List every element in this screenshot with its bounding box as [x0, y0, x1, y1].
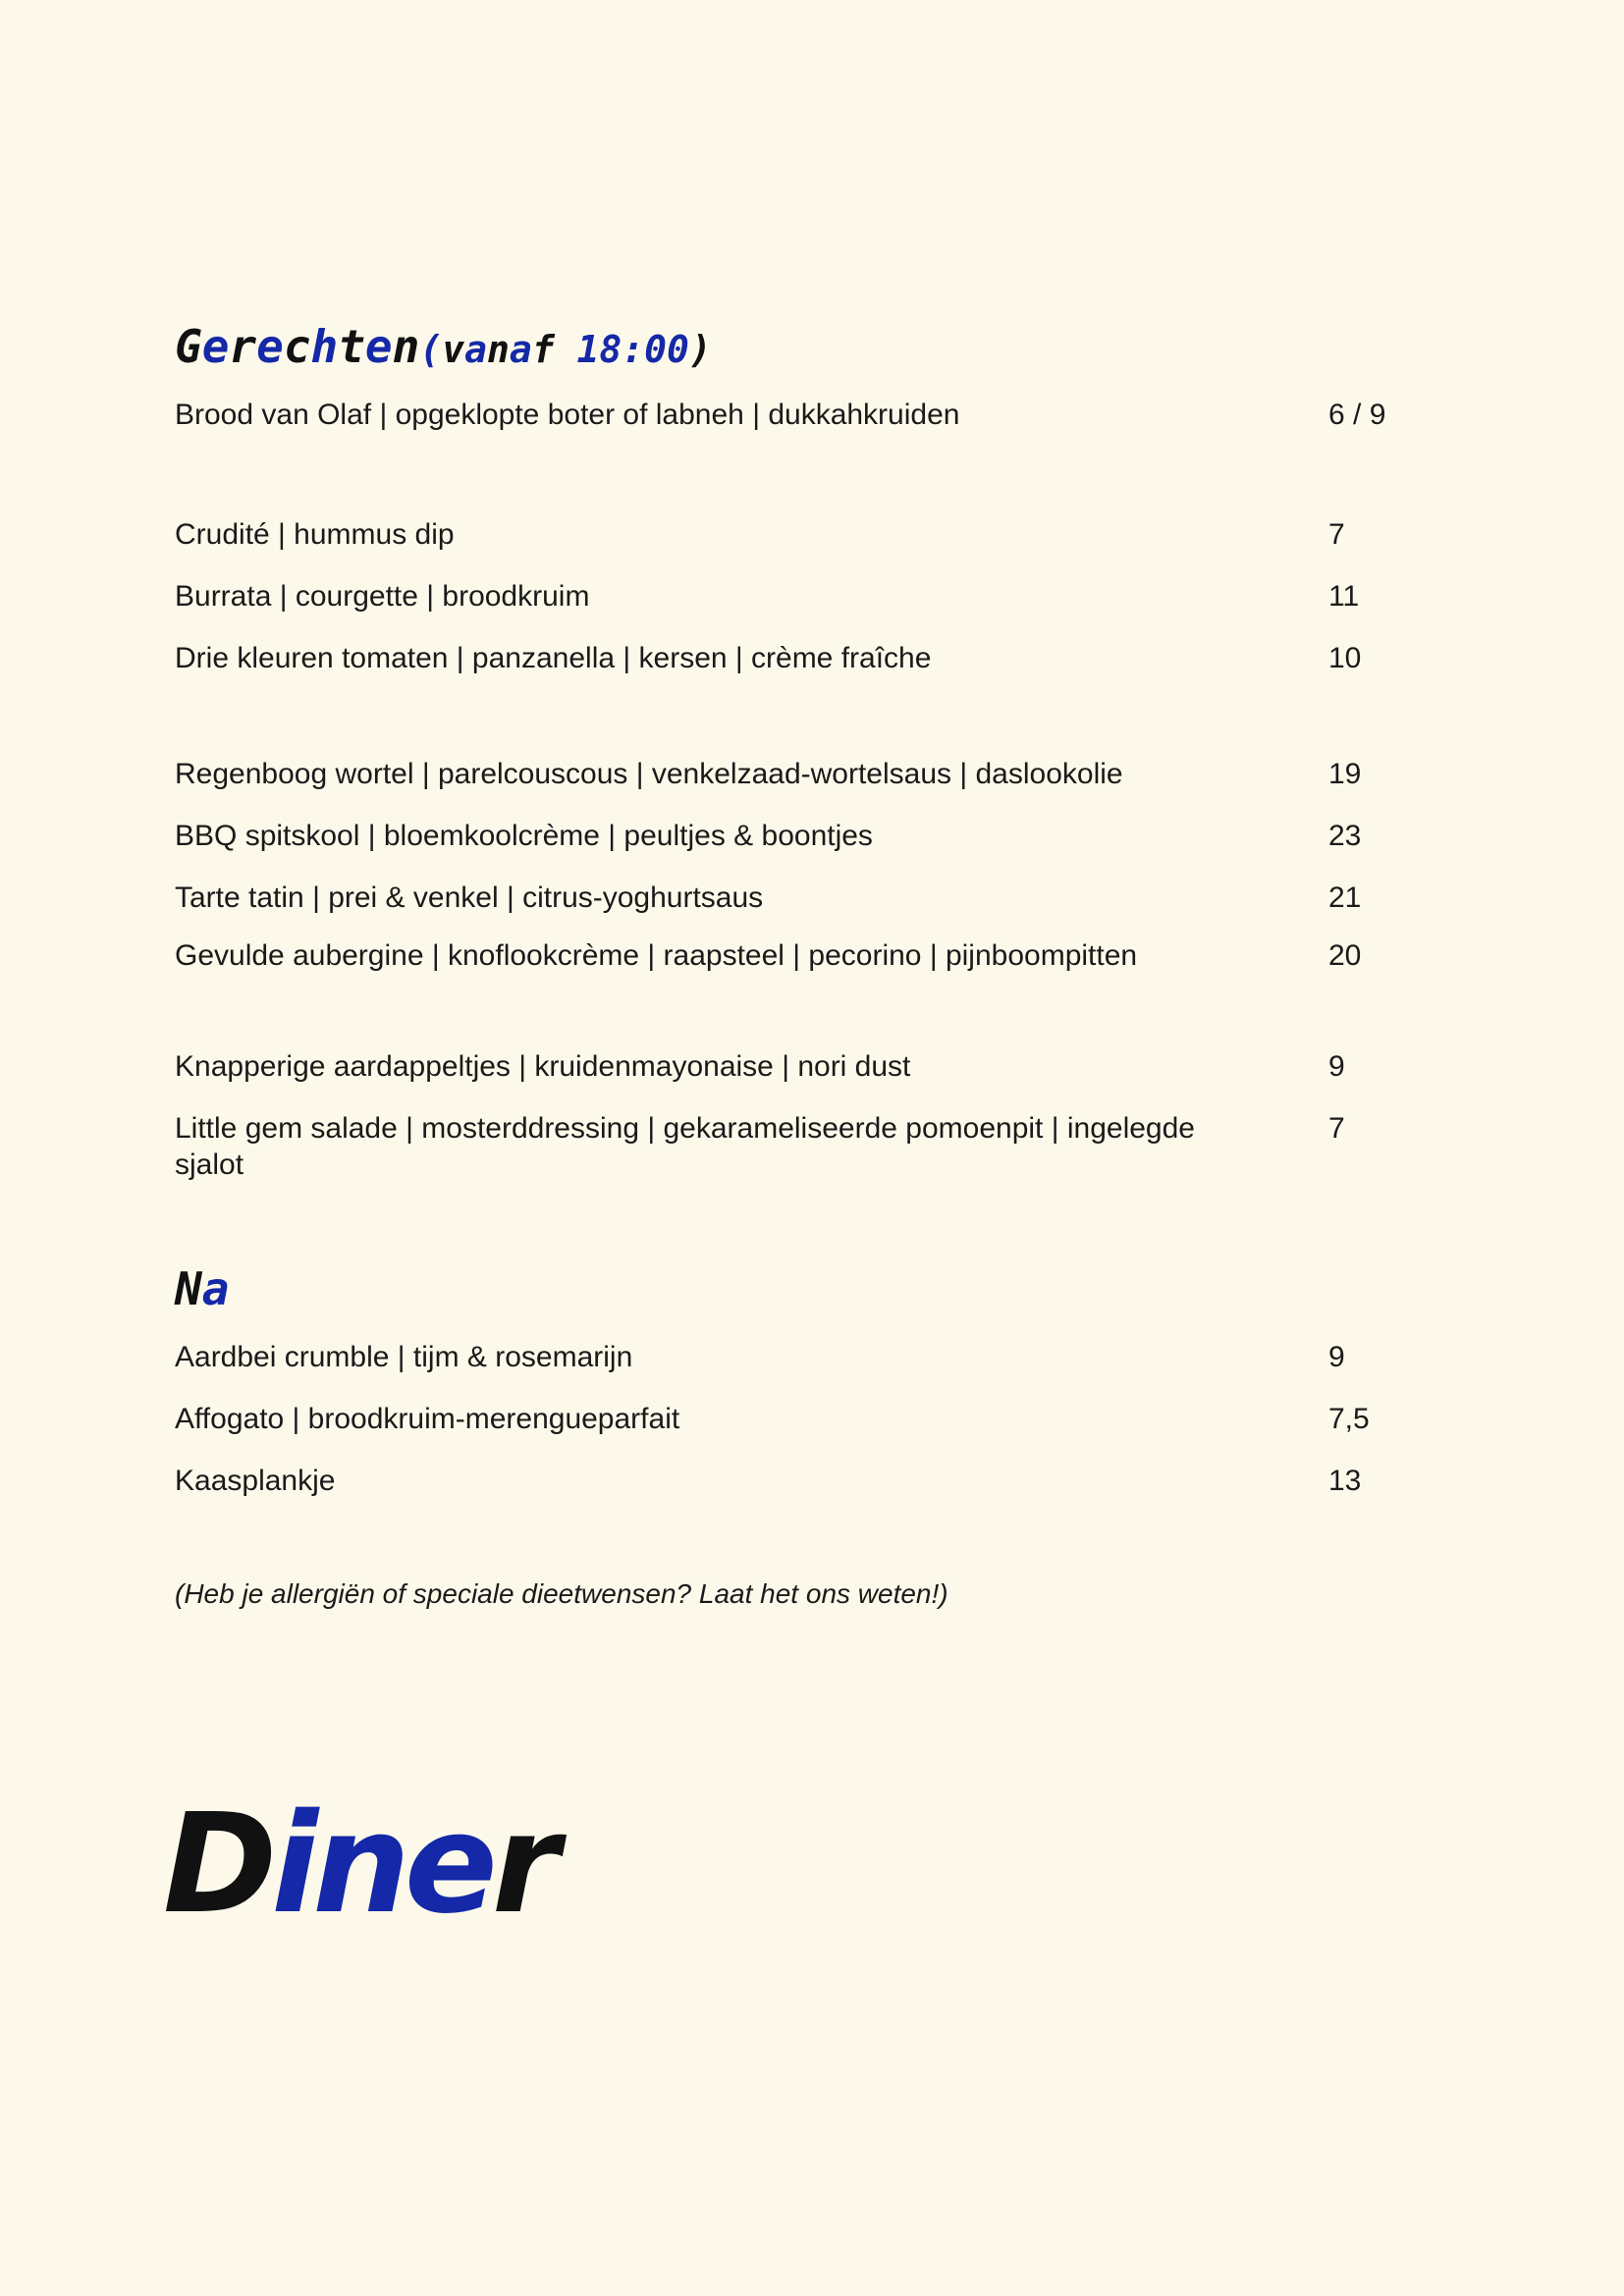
- letter: a: [509, 328, 532, 371]
- letter: e: [404, 1785, 492, 1945]
- letter: v: [442, 328, 465, 371]
- letter: a: [201, 1262, 230, 1315]
- letter: N: [175, 1262, 202, 1315]
- menu-item-price: 7: [1328, 518, 1345, 551]
- letter: ): [688, 328, 712, 371]
- menu-item-description: Gevulde aubergine | knoflookcrème | raapsteel | pecorino | pijnboompitten: [175, 939, 1138, 972]
- menu-item-price: 20: [1328, 939, 1362, 972]
- menu-item-description: Crudité | hummus dip: [175, 518, 455, 551]
- menu-item-price: 7,5: [1328, 1403, 1370, 1435]
- letter: r: [491, 1785, 554, 1945]
- menu-item-description: Little gem salade | mosterddressing | gekarameliseerde pomoenpit | ingelegde sjalot: [175, 1112, 1195, 1181]
- letter: n: [312, 1785, 405, 1945]
- letter: c: [283, 320, 311, 373]
- menu-item-price: 9: [1328, 1341, 1345, 1373]
- menu-item-price: 11: [1328, 580, 1360, 613]
- menu-item-price: 10: [1328, 642, 1362, 674]
- menu-item-price: 21: [1328, 881, 1362, 914]
- menu-item-description: Kaasplankje: [175, 1465, 336, 1497]
- letter: e: [364, 320, 393, 373]
- allergy-note: (Heb je allergiën of speciale dieetwensen? Laat het ons weten!): [175, 1578, 948, 1609]
- letter: D: [163, 1785, 272, 1945]
- menu-item-description: BBQ spitskool | bloemkoolcrème | peultjes & boontjes: [175, 820, 873, 852]
- letter: 18:00: [576, 328, 689, 371]
- menu-item-price: 6 / 9: [1328, 399, 1386, 431]
- letter: e: [201, 320, 230, 373]
- menu-item-description: Brood van Olaf | opgeklopte boter of labneh | dukkahkruiden: [175, 399, 960, 431]
- letter: a: [464, 328, 487, 371]
- letter: r: [229, 320, 257, 373]
- menu-item-description: Regenboog wortel | parelcouscous | venkelzaad-wortelsaus | daslookolie: [175, 758, 1123, 790]
- heading-subtitle: [419, 328, 712, 371]
- letter: (: [419, 328, 443, 371]
- heading-title: [175, 320, 419, 373]
- letter: n: [487, 328, 510, 371]
- menu-item-description: Burrata | courgette | broodkruim: [175, 580, 590, 613]
- section-heading-gerechten: [175, 320, 712, 373]
- letter: h: [310, 320, 339, 373]
- letter: f: [531, 328, 577, 371]
- menu-item-description: Affogato | broodkruim-merengueparfait: [175, 1403, 680, 1435]
- menu-item-price: 13: [1328, 1465, 1362, 1497]
- menu-item-price: 9: [1328, 1050, 1345, 1083]
- menu-item-description: Tarte tatin | prei & venkel | citrus-yoghurtsaus: [175, 881, 764, 914]
- letter: t: [338, 320, 365, 373]
- letter: n: [392, 320, 420, 373]
- letter: e: [256, 320, 284, 373]
- menu-item-price: 19: [1328, 758, 1362, 790]
- section-heading-na: [175, 1262, 229, 1315]
- diner-logo: [163, 1785, 554, 1945]
- menu-item-description: Knapperige aardappeltjes | kruidenmayonaise | nori dust: [175, 1050, 911, 1083]
- menu-item-price: 23: [1328, 820, 1362, 852]
- menu-item-description: Drie kleuren tomaten | panzanella | kersen | crème fraîche: [175, 642, 932, 674]
- letter: i: [271, 1785, 313, 1945]
- menu-item-description: Aardbei crumble | tijm & rosemarijn: [175, 1341, 633, 1373]
- menu-item-price: 7: [1328, 1112, 1345, 1145]
- letter: G: [175, 320, 202, 373]
- heading-title: [175, 1262, 229, 1315]
